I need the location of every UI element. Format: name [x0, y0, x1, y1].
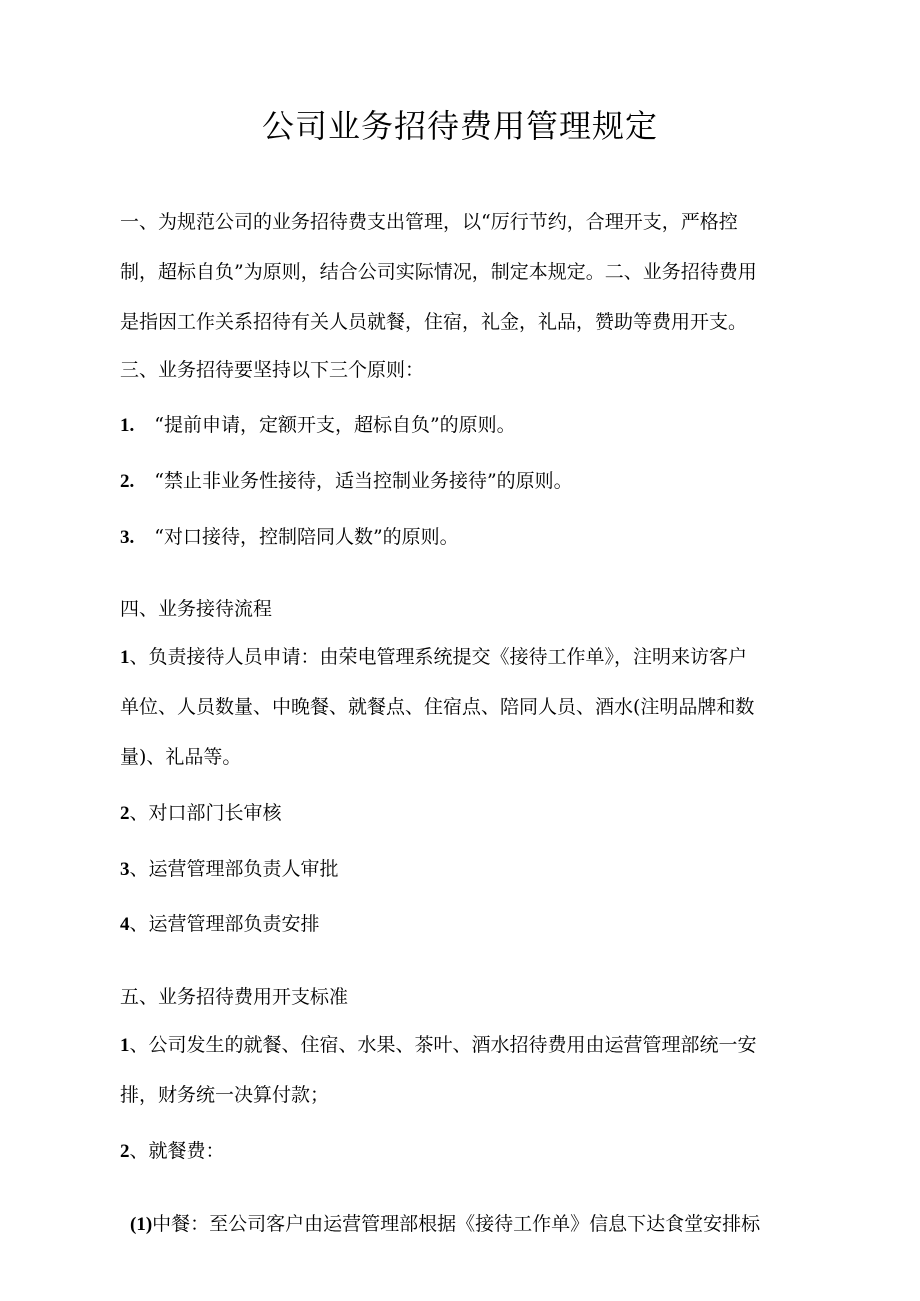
list-number: 1 [120, 647, 130, 668]
section-five-heading: 五、业务招待费用开支标准 [120, 986, 349, 1008]
list-number: (1) [130, 1214, 153, 1235]
list-number: 4 [120, 914, 130, 935]
paragraph-line-2: 制，超标自负”为原则，结合公司实际情况，制定本规定。二、业务招待费用 [120, 261, 757, 283]
list-number: 3. [120, 527, 135, 548]
standard-item-1-cont: 排，财务统一决算付款； [120, 1084, 330, 1106]
document-title: 公司业务招待费用管理规定 [261, 107, 658, 145]
list-number: 1. [120, 415, 135, 436]
list-number: 3 [120, 859, 130, 880]
process-step-1-cont: 单位、人员数量、中晚餐、就餐点、住宿点、陪同人员、酒水(注明品牌和数 [120, 696, 755, 718]
principle-2: 2. “禁止非业务性接待，适当控制业务接待”的原则。 [120, 470, 573, 492]
standard-item-1: 1、公司发生的就餐、住宿、水果、茶叶、酒水招待费用由运营管理部统一安 [120, 1034, 757, 1056]
process-step-1: 1、负责接待人员申请：由荣电管理系统提交《接待工作单》，注明来访客户 [120, 646, 748, 668]
principle-1: 1. “提前申请，定额开支，超标自负”的原则。 [120, 414, 516, 436]
process-step-1-cont: 量)、礼品等。 [120, 746, 242, 768]
meal-item-1: (1)中餐：至公司客户由运营管理部根据《接待工作单》信息下达食堂安排标 [130, 1213, 761, 1235]
paragraph-line-1: 一、为规范公司的业务招待费支出管理，以“厉行节约，合理开支，严格控 [120, 211, 738, 233]
section-four-heading: 四、业务接待流程 [120, 598, 273, 620]
list-number: 2 [120, 1141, 130, 1162]
paragraph-line-3: 是指因工作关系招待有关人员就餐，住宿，礼金，礼品，赞助等费用开支。 [120, 311, 748, 333]
standard-item-2: 2、就餐费： [120, 1140, 225, 1162]
process-step-2: 2、对口部门长审核 [120, 802, 282, 824]
principle-3: 3. “对口接待，控制陪同人数”的原则。 [120, 526, 459, 548]
list-number: 2. [120, 471, 135, 492]
process-step-3: 3、运营管理部负责人审批 [120, 858, 339, 880]
process-step-4: 4、运营管理部负责安排 [120, 913, 320, 935]
list-number: 1 [120, 1035, 130, 1056]
section-three-heading: 三、业务招待要坚持以下三个原则： [120, 359, 425, 381]
list-number: 2 [120, 803, 130, 824]
